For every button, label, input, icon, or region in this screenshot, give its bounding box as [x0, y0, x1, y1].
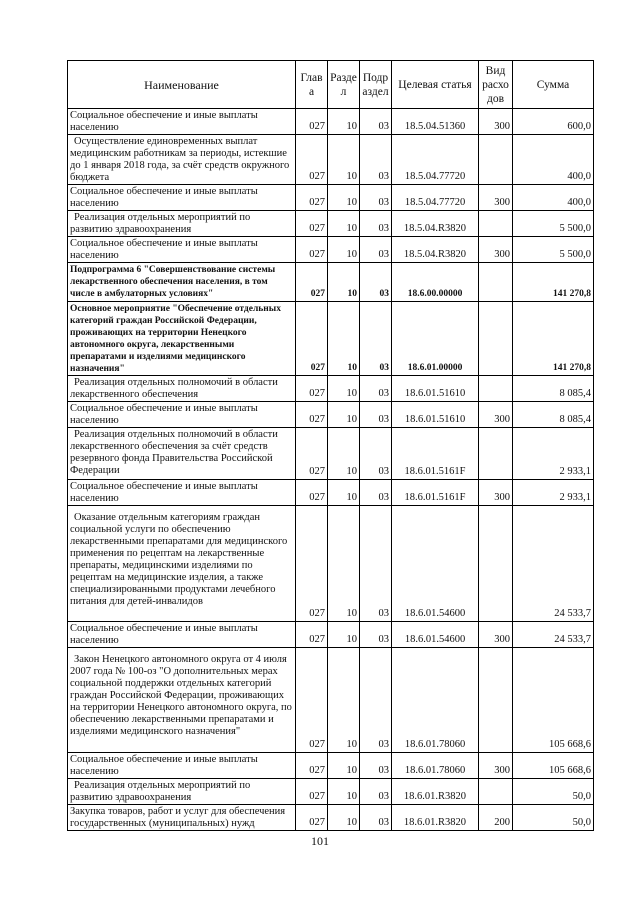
- row-target: 18.5.04.77720: [392, 135, 479, 185]
- row-expense: 300: [479, 237, 513, 263]
- row-subsection: 03: [360, 237, 392, 263]
- row-target: 18.6.01.R3820: [392, 779, 479, 805]
- table-row: [68, 402, 594, 428]
- row-subsection: 03: [360, 648, 392, 753]
- row-name: Оказание отдельным категориям граждан социальной услуги по обеспечению лекарственными препаратами для медицинского применения по рецептам на лекарственные препараты, медицинскими изделиями по рецептам на медицинские изделия, а также специализированными продуктами лечебного питания для детей-инвалидов: [68, 506, 296, 622]
- row-subsection: 03: [360, 779, 392, 805]
- row-expense: 300: [479, 753, 513, 779]
- row-expense: [479, 135, 513, 185]
- row-section: 10: [328, 648, 360, 753]
- row-chapter: 027: [296, 237, 328, 263]
- row-target: 18.6.01.00000: [392, 302, 479, 376]
- row-name: Реализация отдельных полномочий в области лекарственного обеспечения за счёт средств резервного фонда Правительства Российской Федерации: [68, 428, 296, 480]
- row-sum: 400,0: [513, 185, 594, 211]
- row-subsection: 03: [360, 622, 392, 648]
- row-sum: 50,0: [513, 805, 594, 831]
- table-row: [68, 480, 594, 506]
- table-row: [68, 506, 594, 622]
- row-chapter: 027: [296, 302, 328, 376]
- header-name: Наименование: [68, 61, 296, 109]
- row-section: 10: [328, 135, 360, 185]
- row-target: 18.6.01.R3820: [392, 805, 479, 831]
- row-name: Подпрограмма 6 "Совершенствование системы лекарственного обеспечения населения, в том числе в амбулаторных условиях": [68, 263, 296, 302]
- row-subsection: 03: [360, 109, 392, 135]
- row-subsection: 03: [360, 506, 392, 622]
- row-sum: 24 533,7: [513, 506, 594, 622]
- row-name: Социальное обеспечение и иные выплаты населению: [68, 402, 296, 428]
- row-target: 18.5.04.51360: [392, 109, 479, 135]
- budget-table: [67, 60, 594, 831]
- row-section: 10: [328, 376, 360, 402]
- row-target: 18.6.01.54600: [392, 622, 479, 648]
- table-row: [68, 185, 594, 211]
- table-header-row: [68, 61, 594, 109]
- row-section: 10: [328, 428, 360, 480]
- row-chapter: 027: [296, 402, 328, 428]
- row-expense: [479, 263, 513, 302]
- header-target: Целевая статья: [392, 61, 479, 109]
- row-sum: 600,0: [513, 109, 594, 135]
- row-sum: 24 533,7: [513, 622, 594, 648]
- row-target: 18.6.00.00000: [392, 263, 479, 302]
- row-sum: 2 933,1: [513, 480, 594, 506]
- row-sum: 141 270,8: [513, 302, 594, 376]
- row-name: Социальное обеспечение и иные выплаты населению: [68, 622, 296, 648]
- row-section: 10: [328, 805, 360, 831]
- row-chapter: 027: [296, 135, 328, 185]
- row-chapter: 027: [296, 376, 328, 402]
- row-subsection: 03: [360, 302, 392, 376]
- row-subsection: 03: [360, 428, 392, 480]
- row-section: 10: [328, 506, 360, 622]
- row-expense: [479, 428, 513, 480]
- row-subsection: 03: [360, 185, 392, 211]
- header-subsection: Подр аздел: [360, 61, 392, 109]
- row-chapter: 027: [296, 779, 328, 805]
- row-chapter: 027: [296, 263, 328, 302]
- table-row: [68, 109, 594, 135]
- row-sum: 105 668,6: [513, 753, 594, 779]
- row-expense: 200: [479, 805, 513, 831]
- row-sum: 5 500,0: [513, 237, 594, 263]
- table-row: [68, 648, 594, 753]
- row-chapter: 027: [296, 753, 328, 779]
- row-sum: 8 085,4: [513, 376, 594, 402]
- page-number: 101: [311, 834, 329, 848]
- row-name: Осуществление единовременных выплат медицинским работникам за периоды, истекшие до 1 января 2018 года, за счёт средств окружного бюджета: [68, 135, 296, 185]
- row-section: 10: [328, 302, 360, 376]
- row-subsection: 03: [360, 480, 392, 506]
- row-subsection: 03: [360, 211, 392, 237]
- row-expense: [479, 211, 513, 237]
- table-row: [68, 211, 594, 237]
- row-expense: [479, 779, 513, 805]
- row-sum: 141 270,8: [513, 263, 594, 302]
- table-row: [68, 302, 594, 376]
- row-section: 10: [328, 263, 360, 302]
- row-sum: 50,0: [513, 779, 594, 805]
- row-sum: 5 500,0: [513, 211, 594, 237]
- header-sum: Сумма: [513, 61, 594, 109]
- row-name: Реализация отдельных полномочий в области лекарственного обеспечения: [68, 376, 296, 402]
- row-chapter: 027: [296, 428, 328, 480]
- row-target: 18.6.01.54600: [392, 506, 479, 622]
- row-section: 10: [328, 480, 360, 506]
- row-target: 18.6.01.51610: [392, 402, 479, 428]
- row-chapter: 027: [296, 109, 328, 135]
- row-name: Социальное обеспечение и иные выплаты населению: [68, 480, 296, 506]
- row-target: 18.6.01.5161F: [392, 480, 479, 506]
- row-target: 18.6.01.51610: [392, 376, 479, 402]
- row-chapter: 027: [296, 622, 328, 648]
- header-chapter: Глав а: [296, 61, 328, 109]
- row-name: Социальное обеспечение и иные выплаты населению: [68, 753, 296, 779]
- row-expense: 300: [479, 622, 513, 648]
- row-target: 18.5.04.R3820: [392, 237, 479, 263]
- row-chapter: 027: [296, 648, 328, 753]
- row-section: 10: [328, 109, 360, 135]
- row-name: Основное мероприятие "Обеспечение отдельных категорий граждан Российской Федерации, проживающих на территории Ненецкого автономного округа, лекарственными препаратами и изделиями медицинского назначения": [68, 302, 296, 376]
- table-row: [68, 135, 594, 185]
- row-expense: [479, 506, 513, 622]
- row-name: Реализация отдельных мероприятий по развитию здравоохранения: [68, 779, 296, 805]
- table-row: [68, 805, 594, 831]
- row-expense: 300: [479, 402, 513, 428]
- row-sum: 2 933,1: [513, 428, 594, 480]
- header-expense: Вид расхо дов: [479, 61, 513, 109]
- row-sum: 8 085,4: [513, 402, 594, 428]
- row-expense: [479, 648, 513, 753]
- row-expense: [479, 302, 513, 376]
- row-chapter: 027: [296, 211, 328, 237]
- row-expense: 300: [479, 185, 513, 211]
- row-expense: [479, 376, 513, 402]
- row-subsection: 03: [360, 263, 392, 302]
- row-target: 18.5.04.R3820: [392, 211, 479, 237]
- row-subsection: 03: [360, 376, 392, 402]
- row-section: 10: [328, 753, 360, 779]
- row-target: 18.6.01.78060: [392, 753, 479, 779]
- header-section: Разде л: [328, 61, 360, 109]
- row-subsection: 03: [360, 135, 392, 185]
- row-section: 10: [328, 185, 360, 211]
- row-name: Закупка товаров, работ и услуг для обеспечения государственных (муниципальных) нужд: [68, 805, 296, 831]
- table-row: [68, 428, 594, 480]
- row-name: Социальное обеспечение и иные выплаты населению: [68, 109, 296, 135]
- row-subsection: 03: [360, 805, 392, 831]
- row-section: 10: [328, 211, 360, 237]
- row-expense: 300: [479, 480, 513, 506]
- row-name: Реализация отдельных мероприятий по развитию здравоохранения: [68, 211, 296, 237]
- row-target: 18.6.01.5161F: [392, 428, 479, 480]
- row-sum: 105 668,6: [513, 648, 594, 753]
- row-section: 10: [328, 402, 360, 428]
- row-subsection: 03: [360, 402, 392, 428]
- row-target: 18.5.04.77720: [392, 185, 479, 211]
- table-row: [68, 376, 594, 402]
- table-row: [68, 263, 594, 302]
- table-row: [68, 622, 594, 648]
- row-name: Закон Ненецкого автономного округа от 4 июля 2007 года № 100-оз "О дополнительных мерах социальной поддержки отдельных категорий граждан Российской Федерации, проживающих на территории Ненецкого автономного округа, по обеспечению лекарственными препаратами и изделиями медицинского назначения": [68, 648, 296, 753]
- row-section: 10: [328, 622, 360, 648]
- table-row: [68, 779, 594, 805]
- table-row: [68, 753, 594, 779]
- row-chapter: 027: [296, 185, 328, 211]
- row-section: 10: [328, 779, 360, 805]
- row-sum: 400,0: [513, 135, 594, 185]
- row-chapter: 027: [296, 506, 328, 622]
- row-name: Социальное обеспечение и иные выплаты населению: [68, 237, 296, 263]
- row-chapter: 027: [296, 805, 328, 831]
- row-name: Социальное обеспечение и иные выплаты населению: [68, 185, 296, 211]
- row-subsection: 03: [360, 753, 392, 779]
- row-target: 18.6.01.78060: [392, 648, 479, 753]
- table-row: [68, 237, 594, 263]
- row-chapter: 027: [296, 480, 328, 506]
- row-section: 10: [328, 237, 360, 263]
- row-expense: 300: [479, 109, 513, 135]
